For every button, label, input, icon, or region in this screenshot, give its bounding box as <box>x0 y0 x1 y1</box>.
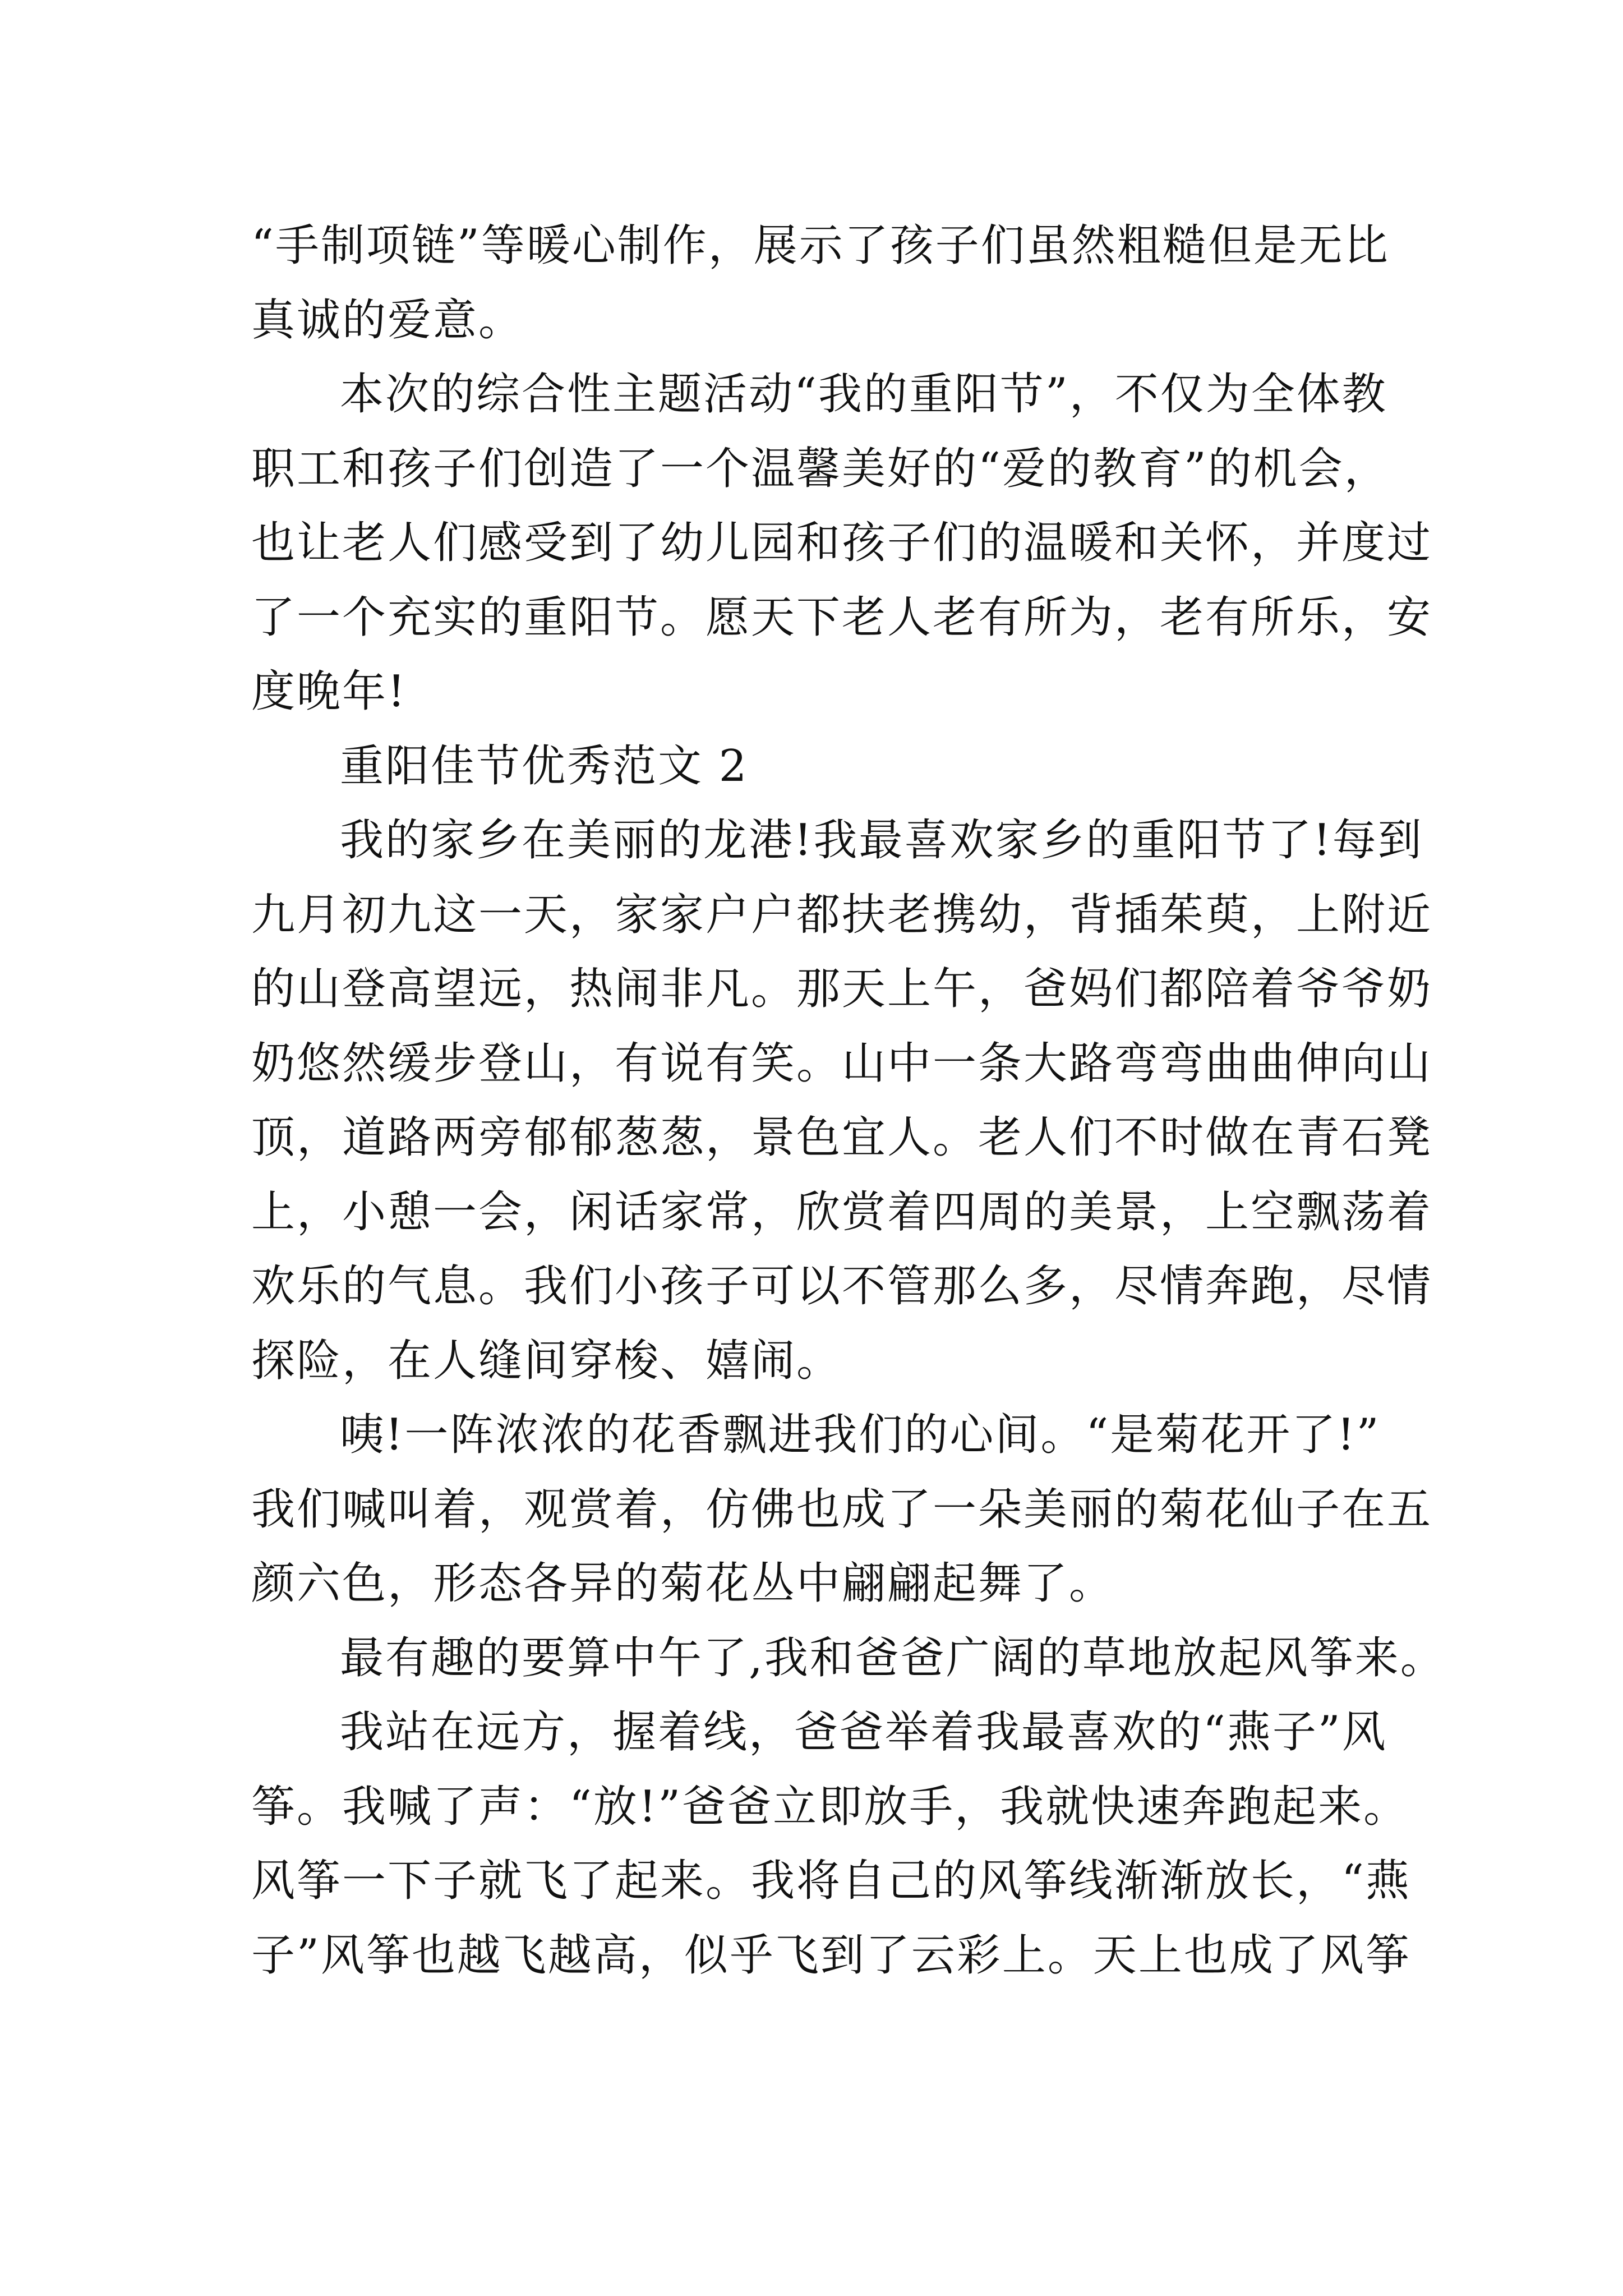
text-line: 九月初九这一天，家家户户都扶老携幼，背插茱萸，上附近 <box>251 889 1433 940</box>
text-line: 我站在远方，握着线，爸爸举着我最喜欢的“燕子”风 <box>340 1707 1387 1757</box>
text-line: 职工和孩子们创造了一个温馨美好的“爱的教育”的机会， <box>251 443 1390 494</box>
text-line: 最有趣的要算中午了,我和爸爸广阔的草地放起风筝来。 <box>340 1632 1446 1683</box>
text-line: 的山登高望远，热闹非凡。那天上午，爸妈们都陪着爷爷奶 <box>251 964 1433 1014</box>
text-line: 顶，道路两旁郁郁葱葱，景色宜人。老人们不时做在青石凳 <box>251 1112 1433 1163</box>
text-line: 我的家乡在美丽的龙港!我最喜欢家乡的重阳节了!每到 <box>340 815 1423 866</box>
text-line: 度晚年! <box>251 666 407 717</box>
text-line: 筝。我喊了声：“放!”爸爸立即放手，我就快速奔跑起来。 <box>251 1781 1409 1832</box>
text-line: 我们喊叫着，观赏着，仿佛也成了一朵美丽的菊花仙子在五 <box>251 1484 1433 1535</box>
text-line: 探险，在人缝间穿梭、嬉闹。 <box>251 1335 842 1386</box>
text-line: 也让老人们感受到了幼儿园和孩子们的温暖和关怀，并度过 <box>251 518 1433 568</box>
text-line: 欢乐的气息。我们小孩子可以不管那么多，尽情奔跑，尽情 <box>251 1261 1433 1312</box>
text-line: 咦!一阵浓浓的花香飘进我们的心间。“是菊花开了!” <box>340 1410 1381 1460</box>
text-line: “手制项链”等暖心制作，展示了孩子们虽然粗糙但是无比 <box>251 220 1390 271</box>
section-heading: 重阳佳节优秀范文 2 <box>340 740 749 792</box>
text-line: 上，小憩一会，闲话家常，欣赏着四周的美景，上空飘荡着 <box>251 1186 1433 1237</box>
text-line: 风筝一下子就飞了起来。我将自己的风筝线渐渐放长，“燕 <box>251 1856 1411 1906</box>
text-line: 本次的综合性主题活动“我的重阳节”，不仅为全体教 <box>340 369 1387 420</box>
text-line: 了一个充实的重阳节。愿天下老人老有所为，老有所乐，安 <box>251 592 1433 643</box>
document-body <box>251 209 1446 1993</box>
text-line: 奶悠然缓步登山，有说有笑。山中一条大路弯弯曲曲伸向山 <box>251 1038 1433 1089</box>
text-line: 颜六色，形态各异的菊花丛中翩翩起舞了。 <box>251 1558 1115 1609</box>
text-line: 子”风筝也越飞越高，似乎飞到了云彩上。天上也成了风筝 <box>251 1930 1411 1981</box>
text-line: 真诚的爱意。 <box>251 295 524 346</box>
